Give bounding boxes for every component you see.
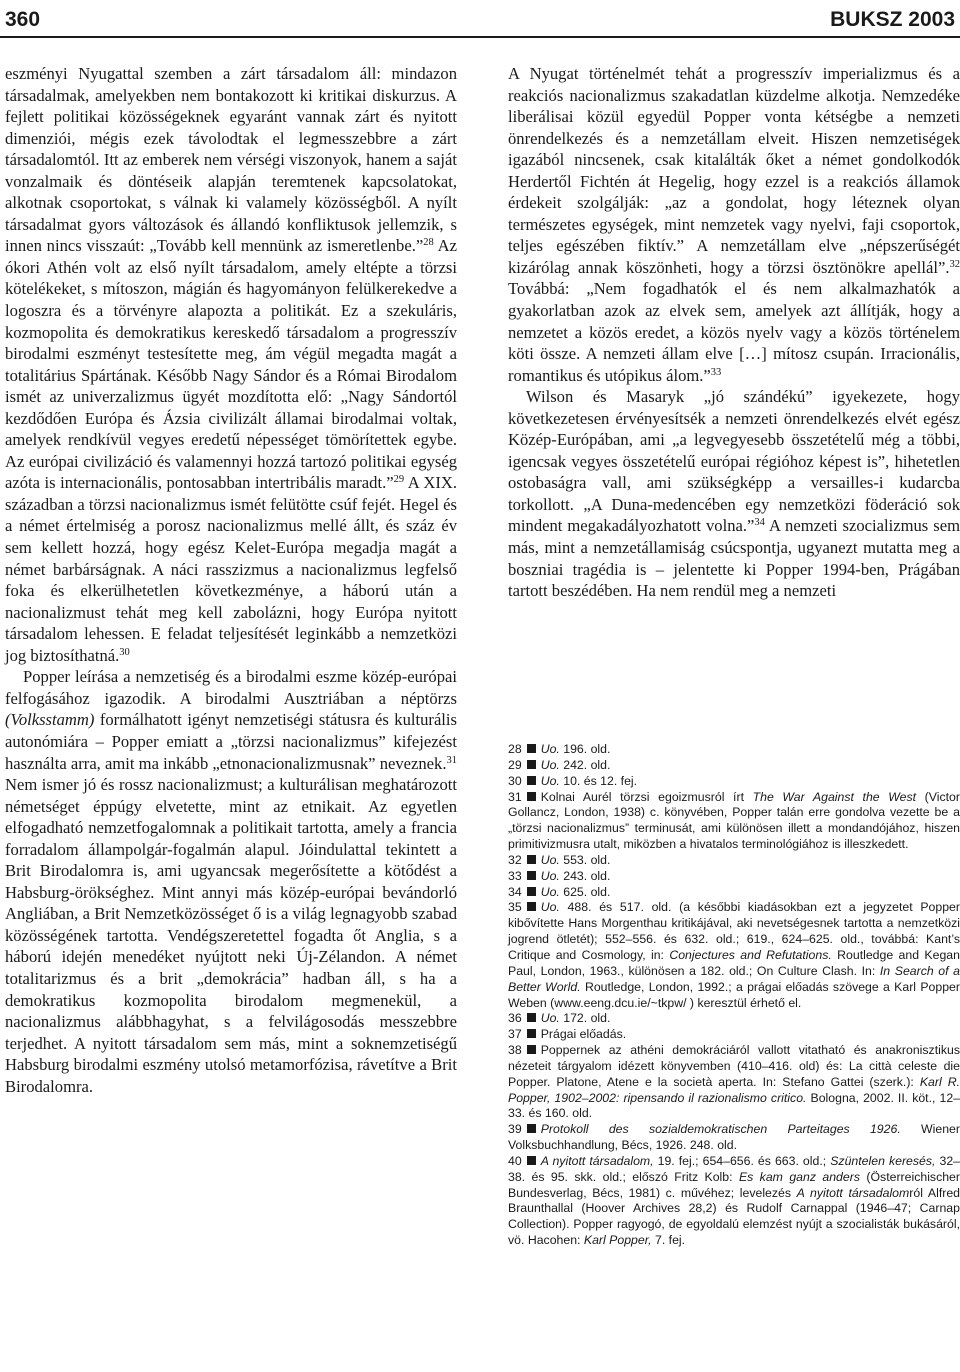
text-run: eszményi Nyugattal szemben a zárt társadalom áll: mindazon társadalmak, amelyekben nem bontakozott ki kritikai diskurzus. A fejlett politikai közösségeknek egyaránt vannak zárt és nyitott dimenziói, mégis ezek távolodtak el legmesszebbre a zárt társadalomtól. Itt az emberek nem vérségi viszonyok, hanem a saját vonzalmaik és döntéseik alapján teremtenek kapcsolatokat, alkotnak csoportokat, s válnak ki valamely közösségből. A nyílt társadalmat gyors változások és állandó konfliktusok jellemzik, s innen nincs visszaút: „Tovább kell mennünk az ismeretlenbe.” xyxy=(5,64,457,256)
square-bullet-icon xyxy=(527,792,536,801)
italic-text: Es kam ganz anders xyxy=(738,1169,860,1184)
footnote-number: 33 xyxy=(508,868,522,883)
square-bullet-icon xyxy=(527,1045,536,1054)
text-run: 10. és 12. fej. xyxy=(559,773,638,788)
square-bullet-icon xyxy=(527,887,536,896)
footnote-ref: 32 xyxy=(949,258,960,270)
journal-title: BUKSZ 2003 xyxy=(830,8,955,31)
square-bullet-icon xyxy=(527,1029,536,1038)
text-run: 553. old. xyxy=(559,852,611,867)
text-run: A nemzeti szocializmus sem más, mint a nemzetállamiság csúcspontja, ugyanezt mutatta meg a boszniai tragédia is – jelentette ki Popper 1994-ben, Prágában tartott beszédében. Ha nem rendül meg a nemzeti xyxy=(508,516,960,601)
footnote-ref: 31 xyxy=(446,754,457,766)
footnote xyxy=(508,1011,960,1027)
text-run: 19. fej.; 654–656. és 663. old.; xyxy=(653,1153,831,1168)
footnote xyxy=(508,1027,960,1043)
paragraph xyxy=(5,63,457,666)
italic-text: In Search of a Better World. xyxy=(508,963,960,994)
text-run: Wiener Volksbuchhandlung, Bécs, 1926. 248. old. xyxy=(508,1122,960,1153)
footnote-number: 28 xyxy=(508,742,522,756)
italic-text: Uo. xyxy=(540,742,560,756)
italic-text: The War Against the West xyxy=(752,789,917,804)
italic-text: A nyitott társadalom, xyxy=(540,1153,654,1168)
square-bullet-icon xyxy=(527,1156,536,1165)
footnote-number: 30 xyxy=(508,773,522,788)
page-header xyxy=(0,0,960,40)
text-run: Routledge, London, 1992.; a prágai előadás szövege a Karl Popper Weben (www.eeng.dcu.ie/~tkpw/ ) keresztül érhető el. xyxy=(508,979,960,1010)
square-bullet-icon xyxy=(527,871,536,880)
text-run: formálhatott igényt nemzetiségi státusra és kulturális autonómiára – Popper emiatt a „törzsi nacionalizmus” kifejezést használta arra, amit ma inkább „etnonacionalizmusnak” neveznek. xyxy=(5,710,457,773)
footnote xyxy=(508,1122,960,1154)
square-bullet-icon xyxy=(527,1013,536,1022)
footnote xyxy=(508,758,960,774)
square-bullet-icon xyxy=(527,855,536,864)
text-run: (Österreichischer Bundesverlag, Bécs, 1981) c. művéhez; levelezés xyxy=(508,1169,960,1200)
text-run: Wilson és Masaryk „jó szándékú” igyekezete, hogy következetesen érvényesítsék a nemzeti önrendelkezés elvét egész Közép-Európában, ami „a legvegyesebb összetételű még a többi, igencsak vegyes összetételű európai régióhoz képest is”, hihetetlen ostobaságra vall, ami szükségképp a versailles-i kudarcba torkollott. „A Duna-medencében egy nemzetközi föderáció sok mindent megakadályozhatott volna.” xyxy=(508,387,960,536)
text-run: 32–38. és 95. skk. old.; előszó Fritz Kolb: xyxy=(508,1153,960,1184)
italic-text: Conjectures and Refutations. xyxy=(669,947,832,962)
italic-text: Uo. xyxy=(540,852,560,867)
footnote-number: 39 xyxy=(508,1122,522,1137)
square-bullet-icon xyxy=(527,760,536,769)
left-column xyxy=(5,63,457,1097)
text-run: Nem ismer jó és rossz nacionalizmust; a kulturálisan meghatározott németséget éppúgy elvetette, mint az etnikait. Az egyetlen elfogadható nemzetfogalomnak a politikait tartotta, amely a francia forradalom állampolgár-fogalmán alapul. Jóindulattal tekintett a Brit Birodalomra is, ami ugyancsak megerősítette a kötődést a Habsburg-örökséghez. Mint annyi más közép-európai bevándorló Angliában, a Brit Nemzetközösséget ő is a világ legnagyobb szabad közösségének tartotta. Vendégszeretettel fogadta őt Anglia, s a háború idején menedéket nyújtott neki Új-Zélandon. A német totalitarizmus és a brit „demokrácia” hadban áll, s ha a demokratikus kozmopolita birodalom megmenekül, a nacionalizmus alábbhagyhat, s a felvilágosodás messzebbre terjedhet. A nyitott társadalom sem más, mint a soknemzetiségű Habsburg birodalmi eszmény utolsó metamorfózisa, rávetítve a Brit Birodalomra. xyxy=(5,775,457,1096)
text-run: Prágai előadás. xyxy=(540,1027,627,1042)
text-run: (Victor Gollancz, London, 1938) c. könyvében, Popper talán erre gondolva vezette be a „törzsi nacionalizmus” terminusát, ami különösen illett a mondandójához, hiszen primitivizmusra utalt, miközben a hivatalos terminológiához is illeszkedett. xyxy=(508,789,960,852)
footnote-ref: 28 xyxy=(423,237,434,249)
text-run: ról Alfred Braunthallal (Hoover Archives 28,2) és Rudolf Carnappal (1946–47; Carnap Collection). Popper ragyogó, de egyoldalú elemzést nyújt a szocialisták bukásáról, vö. Hacohen: xyxy=(508,1185,960,1248)
footnote xyxy=(508,774,960,790)
text-run: Továbbá: „Nem fogadhatók el és nem alkalmazhatók a gyakorlatban azok az elvek sem, amelyek azt állítják, hogy a nemzetet a közös eredet, a közös nyelv vagy a közös történelem köti össze. A nemzeti állam elve […] mítosz csupán. Irracionális, romantikus és utópikus álom.” xyxy=(508,279,960,385)
footnote-number: 36 xyxy=(508,1011,522,1026)
text-run: A Nyugat történelmét tehát a progresszív imperializmus és a reakciós nacionalizmus szakadatlan küzdelme alkotja. Nemzedéke liberálisai közül egyedül Popper vonta kétségbe a nemzeti önrendelkezés és a nemzetállam elveit. Hiszen nemzetiségek igazából nincsenek, csak kitalálták őket a német gondolkodók Herdertől Fichtén át Hegelig, hogy ezzel is a reakciós államok érdekeit szolgálják: „az a gondolat, hogy léteznek olyan természetes egységek, mint nemzetek vagy nyelvi, faji csoportok, teljes egészében fiktív.” A nemzetállam elve „népszerűségét kizárólag annak köszönheti, hogy a törzsi ösztönökre apellál”. xyxy=(508,64,960,277)
text-run: 242. old. xyxy=(559,757,611,772)
text-run: 243. old. xyxy=(559,868,611,883)
italic-text: Uo. xyxy=(540,900,560,915)
italic-text: Uo. xyxy=(540,884,560,899)
italic-text: Uo. xyxy=(540,757,560,772)
text-run: Poppernek az athéni demokráciáról vallott vitatható és anakronisztikus nézeteit tárgyalom idézett könyvemben (410–416. old) és: La città celeste die Popper. Platone, Atene e la società aperta. In: Stefano Gattei (szerk.): xyxy=(508,1043,960,1089)
paragraph xyxy=(508,386,960,601)
text-run: Bologna, 2002. II. köt., 12–33. és 160. old. xyxy=(508,1090,960,1121)
text-run: Popper leírása a nemzetiség és a birodalmi eszme közép-európai felfogásához igazodik. A birodalmi Ausztriában a néptörzs xyxy=(5,667,457,708)
text-run: A XIX. században a törzsi nacionalizmus ismét felütötte csúf fejét. Hegel és a német értelmiség a porosz nacionalizmus mellé állt, és száz év sem kellett hozzá, hogy egész Kelet-Európa megadja magát a német barbárságnak. A náci rasszizmus a nacionalizmus legfelső foka és elkerülhetetlen következménye, a háború után a nacionalizmust tehát meg kell zabolázni, hogy Európa nyitott társadalom lehessen. E feladat teljesítését leginkább a nemzetközi jog biztosíthatná. xyxy=(5,473,457,665)
italic-text: Szüntelen keresés, xyxy=(830,1153,936,1168)
right-column xyxy=(508,63,960,602)
footnote-ref: 34 xyxy=(754,517,765,529)
footnote xyxy=(508,1043,960,1122)
italic-text: Uo. xyxy=(540,773,560,788)
paragraph xyxy=(5,666,457,1097)
footnote-number: 34 xyxy=(508,884,522,899)
footnote-number: 35 xyxy=(508,900,522,915)
footnote xyxy=(508,1154,960,1249)
footnote xyxy=(508,900,960,1011)
italic-text: Karl Popper, xyxy=(583,1233,652,1248)
text-run: Kolnai Aurél törzsi egoizmusról írt xyxy=(540,789,753,804)
footnote-number: 40 xyxy=(508,1153,522,1168)
footnote-number: 32 xyxy=(508,852,522,867)
page-number: 360 xyxy=(5,8,41,31)
footnote-ref: 29 xyxy=(393,474,405,486)
footnote xyxy=(508,885,960,901)
footnote-number: 38 xyxy=(508,1043,522,1058)
text-run: Routledge and Kegan Paul, London, 1963., különösen a 182. old.; On Culture Clash. In: xyxy=(508,947,960,978)
footnote-ref: 33 xyxy=(710,366,722,378)
footnote xyxy=(508,742,960,758)
text-run: 7. fej. xyxy=(651,1233,686,1248)
square-bullet-icon xyxy=(527,1124,536,1133)
text-run: 172. old. xyxy=(559,1011,611,1026)
text-run: 625. old. xyxy=(559,884,611,899)
footnote-number: 29 xyxy=(508,757,522,772)
footnote xyxy=(508,853,960,869)
footnotes xyxy=(508,742,960,1249)
italic-text: Protokoll des sozialdemokratischen Parteitages 1926. xyxy=(540,1122,901,1137)
footnote xyxy=(508,790,960,853)
text-run: 488. és 517. old. (a későbbi kiadásokban ezt a jegyzetet Popper kibővítette Hans Morgenthau kritikájával, aki nevetségesnek tartotta a nemzetközi jogrend ötletét); 552–556. és 632. old.; 619., 624–625. old., továbbá: Kant’s Critique and Cosmology, in: xyxy=(508,900,960,962)
square-bullet-icon xyxy=(527,902,536,911)
footnote xyxy=(508,869,960,885)
footnote-number: 31 xyxy=(508,789,522,804)
italic-text: A nyitott társadalom xyxy=(796,1185,910,1200)
paragraph xyxy=(508,63,960,386)
footnote-ref: 30 xyxy=(119,646,130,658)
italic-text: (Volksstamm) xyxy=(5,710,95,730)
italic-text: Uo. xyxy=(540,1011,560,1026)
footnote-number: 37 xyxy=(508,1027,522,1042)
square-bullet-icon xyxy=(527,776,536,785)
header-rule xyxy=(0,36,960,38)
square-bullet-icon xyxy=(527,744,536,753)
text-run: 196. old. xyxy=(559,742,611,756)
italic-text: Uo. xyxy=(540,868,560,883)
text-run: Az ókori Athén volt az első nyílt társadalom, amely eltépte a törzsi kötelékeket, s mítoszon, mágián és hagyományon felülkerekedve a logoszra és a törvényre alapozta a politikát. Ez a szekuláris, kozmopolita és demokratikus kereskedő társadalom a progresszív birodalmi eszményt testesítette meg, ám végül megadta magát a totalitárius Spártának. Később Nagy Sándor és a Római Birodalom ismét az univerzalizmus ügyét mozdította elő: „Nagy Sándortól kezdődően Európa és Ázsia civilizált államai birodalmai voltak, amelyek rendkívül vegyes eredetű népességet tömörítettek egybe. Az európai civilizáció és valamennyi hozzá tartozó politikai egység azóta is internacionális, pontosabban intertribális maradt.” xyxy=(5,236,457,493)
italic-text: Karl R. Popper, 1902–2002: ripensando il razionalismo critico. xyxy=(508,1074,960,1105)
